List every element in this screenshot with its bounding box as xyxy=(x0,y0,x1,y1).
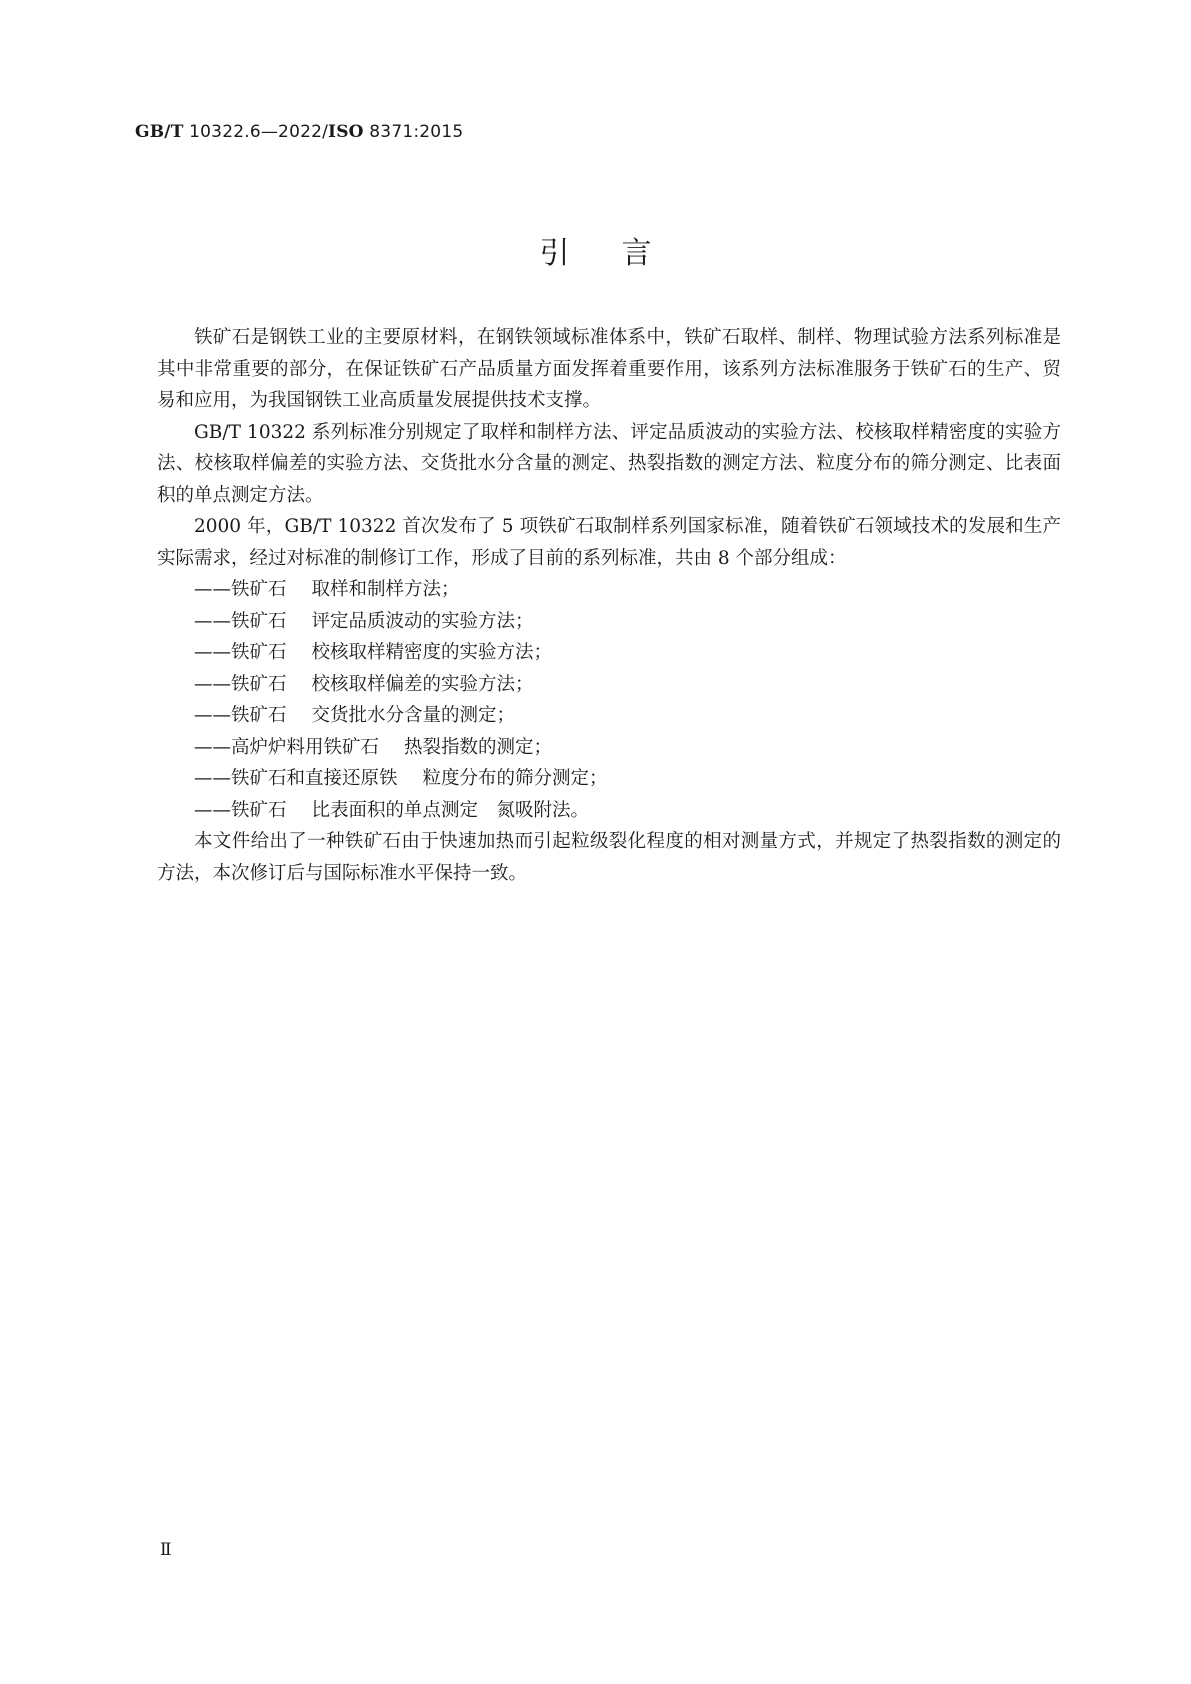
page-title: 引言 xyxy=(539,236,704,271)
list-item-prefix: ——铁矿石 xyxy=(194,799,287,821)
list-item xyxy=(157,732,1061,764)
list-item-text: 比表面积的单点测定 氮吸附法。 xyxy=(311,799,590,821)
intro-paragraph-1: 铁矿石是钢铁工业的主要原材料，在钢铁领域标准体系中，铁矿石取样、制样、物理试验方法系列标准是其中非常重要的部分，在保证铁矿石产品质量方面发挥着重要作用，该系列方法标准服务于铁矿石的生产、贸易和应用，为我国钢铁工业高质量发展提供技术支撑。 xyxy=(157,327,1061,411)
list-item xyxy=(157,669,1061,701)
list-item-text: 交货批水分含量的测定； xyxy=(311,705,516,726)
list-item-text: 取样和制样方法； xyxy=(311,579,460,600)
list-item-text: 校核取样精密度的实验方法； xyxy=(311,642,553,663)
closing-paragraph: 本文件给出了一种铁矿石由于快速加热而引起粒级裂化程度的相对测量方式，并规定了热裂指数的测定的方法，本次修订后与国际标准水平保持一致。 xyxy=(157,831,1061,884)
list-item xyxy=(157,763,1061,795)
page-number: Ⅱ xyxy=(160,1540,172,1560)
list-item-text: 热裂指数的测定； xyxy=(404,736,553,758)
list-item xyxy=(157,795,1061,827)
list-item-prefix: ——铁矿石 xyxy=(194,579,287,600)
list-item xyxy=(157,700,1061,732)
standard-code-header xyxy=(135,122,463,142)
list-item-text: 粒度分布的筛分测定； xyxy=(422,768,608,789)
standard-code-iso: ISO xyxy=(328,122,364,142)
document-body xyxy=(157,322,1061,889)
list-item xyxy=(157,606,1061,638)
list-item-text: 校核取样偏差的实验方法； xyxy=(311,673,534,695)
list-item-text: 评定品质波动的实验方法； xyxy=(311,610,534,632)
standard-code-prefix: GB/T xyxy=(135,122,184,142)
intro-paragraph-3: 2000 年，GB/T 10322 首次发布了 5 项铁矿石取制样系列国家标准，随着铁矿石领域技术的发展和生产实际需求，经过对标准的制修订工作，形成了目前的系列标准，共由 8 个部分组成： xyxy=(157,516,1061,569)
list-item xyxy=(157,574,1061,606)
list-item-prefix: ——高炉炉料用铁矿石 xyxy=(194,736,380,758)
list-item xyxy=(157,637,1061,669)
standard-code-number: 10322.6—2022/ xyxy=(183,122,329,142)
intro-paragraph-2: GB/T 10322 系列标准分别规定了取样和制样方法、评定品质波动的实验方法、校核取样精密度的实验方法、校核取样偏差的实验方法、交货批水分含量的测定、热裂指数的测定方法、粒度分布的筛分测定、比表面积的单点测定方法。 xyxy=(157,421,1061,506)
list-item-prefix: ——铁矿石 xyxy=(194,673,287,695)
standard-code-iso-number: 8371:2015 xyxy=(363,122,464,142)
list-item-prefix: ——铁矿石 xyxy=(194,705,287,726)
list-item-prefix: ——铁矿石和直接还原铁 xyxy=(194,768,398,789)
list-item-prefix: ——铁矿石 xyxy=(194,642,287,663)
list-item-prefix: ——铁矿石 xyxy=(194,610,287,632)
